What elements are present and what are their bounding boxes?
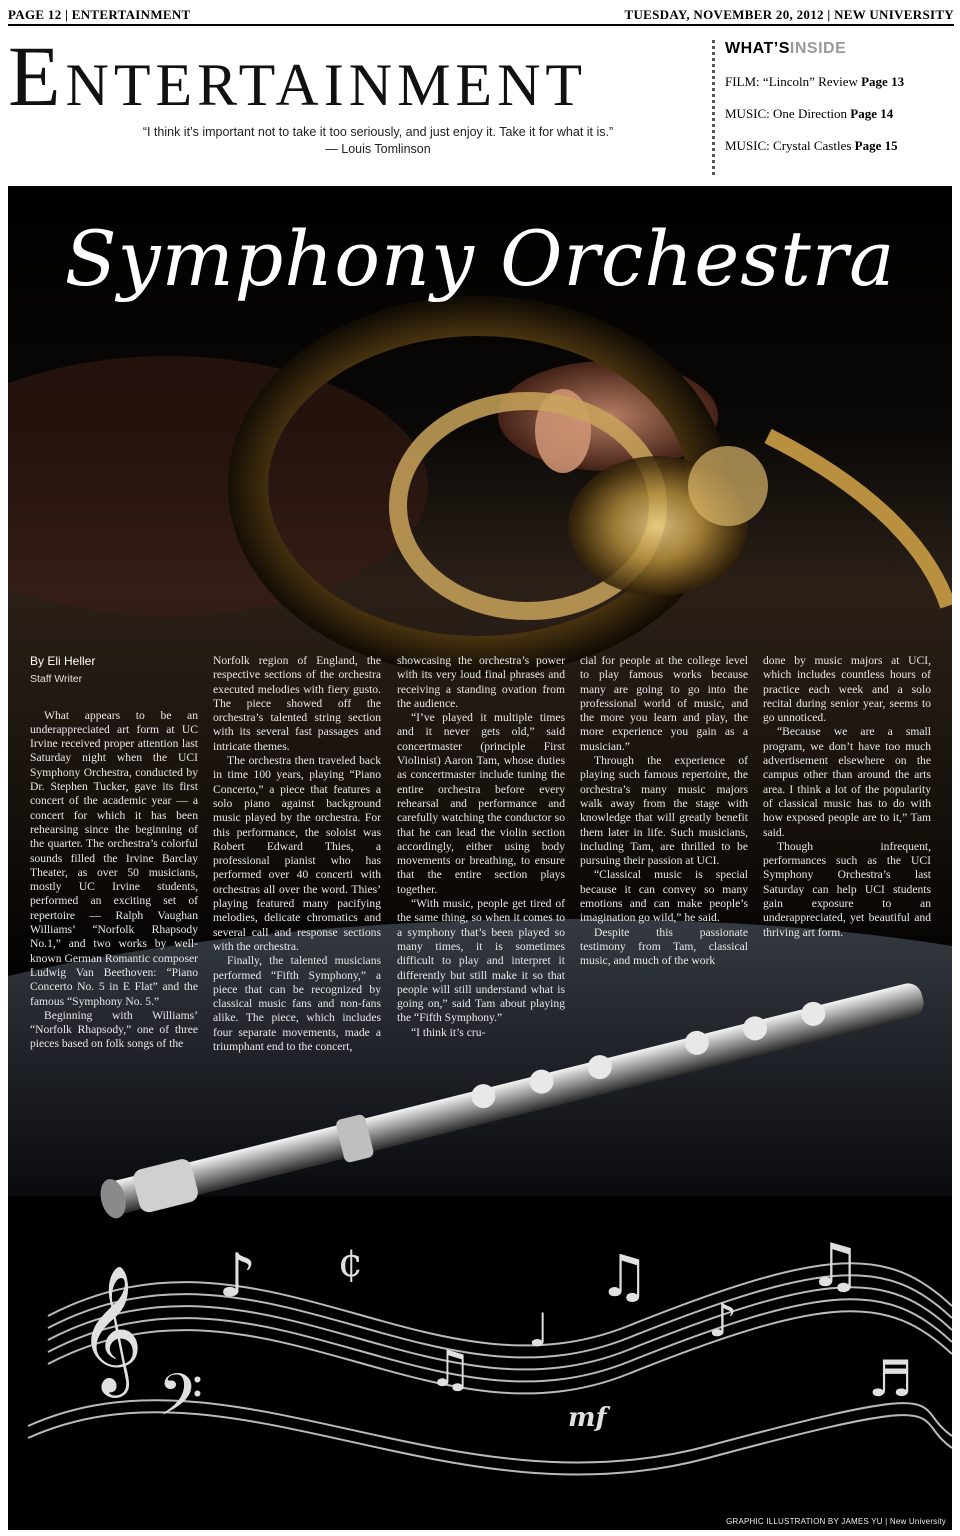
svg-text:♪: ♪ (708, 1293, 738, 1347)
svg-text:mf: mf (568, 1403, 607, 1433)
article-paragraph: “Classical music is special because it can convey so many emotions and can make people’s imagination go wild,” he said. (580, 868, 748, 925)
svg-text:¢: ¢ (338, 1240, 364, 1286)
article-paragraph: Through the experience of playing such famous repertoire, the orchestra’s many music majors walk away from the stage with knowledge that will greatly benefit them later in life. Such musicians, including Tam, are thrilled to be pursuing their passion at UCI. (580, 754, 748, 868)
whats-inside-item-page: Page 15 (854, 138, 898, 153)
quote-text: “I think it’s important not to take it too seriously, and just enjoy it. Take it for what it is.” (142, 125, 614, 139)
article-paragraph: cial for people at the college level to play famous works because many are going to go into the professional world of music, and the more you learn and play, the more experience you gain as a musician.” (580, 654, 748, 753)
svg-text:♬: ♬ (868, 1350, 913, 1408)
whats-inside-item-label: FILM: “Lincoln” Review (725, 74, 858, 89)
article-paragraph: What appears to be an underappreciated art form at UC Irvine received proper attention last Saturday night when the UCI Symphony Orchestra, conducted by Dr. Stephen Tucker, gave its first concert of the academic year — a concert for which it has been rehearsing since the beginning of the quarter. The orchestra’s colorful sounds filled the Irvine Barclay Theater, as over 50 musicians, mostly UC Irvine students, performed an exciting set of repertoire — Ralph Vaughan Williams’ “Norfolk Rhapsody No.1,” and two works by well-known German Romantic composer Ludwig Van Beethoven: “Piano Concerto No. 5 in E Flat” and the famous “Symphony No. 5.” (30, 708, 198, 1008)
byline-author: By Eli Heller (30, 654, 96, 668)
svg-text:𝄞: 𝄞 (78, 1264, 144, 1392)
section-title: Entertainment (8, 28, 588, 124)
whats-inside-item[interactable] (725, 138, 960, 154)
folio-right: TUESDAY, NOVEMBER 20, 2012 | NEW UNIVERSITY (624, 7, 954, 22)
whats-inside-title-a: WHAT’S (725, 40, 790, 57)
article-paragraph: Norfolk region of England, the respective sections of the orchestra executed melodies with fiery gusto. The piece showed off the orchestra’s talented string section with its several fast passages and intricate themes. (213, 654, 381, 753)
whats-inside-title-b: INSIDE (789, 40, 847, 57)
feature-story (8, 186, 952, 1530)
folio-left: PAGE 12 | ENTERTAINMENT (8, 7, 191, 22)
masthead (8, 26, 708, 184)
whats-inside-box (712, 40, 960, 175)
article-column (30, 654, 198, 1052)
article-paragraph: Beginning with Williams’ “Norfolk Rhapsody,” one of three pieces based on folk songs of the (30, 1008, 198, 1051)
svg-text:♫: ♫ (598, 1242, 650, 1310)
article-column (213, 654, 381, 1054)
article-paragraph: Though infrequent, performances such as the UCI Symphony Orchestra’s last Saturday can help UCI students gain exposure to an underappreciated, yet beautiful and thriving art form. (763, 839, 931, 939)
svg-text:♩: ♩ (528, 1303, 550, 1357)
article-paragraph: The orchestra then traveled back in time 100 years, playing “Piano Concerto,” a piece that features a solo piano against background music played by the orchestra. For this performance, the soloist was Robert Edward Thies, a professional pianist who has performed over 40 concerti with orchestras all over the word. Thies’ playing featured many pacifying melodies, delicate chromatics and several call and response sections with the orchestra. (213, 754, 381, 953)
article-column (397, 654, 565, 1040)
whats-inside-title (725, 40, 960, 58)
headline: Symphony Orchestra (64, 214, 896, 303)
whats-inside-item[interactable] (725, 106, 960, 122)
article-column (763, 654, 931, 940)
article-paragraph: done by music majors at UCI, which includes countless hours of practice each week and a solo recital during senior year, seems to go unnoticed. (763, 654, 931, 725)
article-paragraph: “I’ve played it multiple times and it never gets old,” said concertmaster (principle First Violinist) Aaron Tam, whose duties as concertmaster include tuning the entire orchestra before every rehearsal and performance and carefully watching the conductor so that he can lead the violin section accordingly, either using body movements or breathing, to ensure that the entire section plays together. (397, 711, 565, 896)
graphic-credit: GRAPHIC ILLUSTRATION BY JAMES YU | New University (726, 1517, 946, 1526)
whats-inside-item-page: Page 14 (850, 106, 894, 121)
whats-inside-item[interactable] (725, 74, 960, 90)
article-paragraph: Despite this passionate testimony from Tam, classical music, and much of the work (580, 925, 748, 968)
byline-role: Staff Writer (30, 673, 83, 686)
article-paragraph: “I think it’s cru- (411, 1025, 486, 1039)
svg-text:♪: ♪ (218, 1241, 257, 1311)
svg-text:♫: ♫ (808, 1231, 862, 1301)
svg-text:𝄢: 𝄢 (158, 1361, 204, 1443)
article-paragraph: “With music, people get tired of the same thing, so when it comes to a symphony that’s been played so many times, it is sometimes difficult to play and interpret it differently but still make it so that people will still understand what is going on,” said Tam about playing the “Fifth Symphony.” (397, 897, 565, 1025)
svg-text:♫: ♫ (428, 1340, 473, 1398)
article-column (580, 654, 748, 969)
whats-inside-item-page: Page 13 (861, 74, 905, 89)
page-folio (8, 6, 954, 26)
quote-attribution: — Louis Tomlinson (325, 142, 431, 156)
article-paragraph: “Because we are a small program, we don’t have too much advertisement elsewhere on the campus other than around the arts area. I think a lot of the popularity of classical music has to do with how exposed people are to it,” Tam said. (763, 725, 931, 839)
whats-inside-item-label: MUSIC: One Direction (725, 106, 848, 121)
article-paragraph: showcasing the orchestra’s power with its very loud final phrases and receiving a standing ovation from the audience. (397, 654, 565, 710)
whats-inside-item-label: MUSIC: Crystal Castles (725, 138, 852, 153)
article-paragraph: Finally, the talented musicians performed “Fifth Symphony,” a piece that can be recognized by classical music fans and non-fans alike. The piece, which includes four separate movements, made a triumphant end to the concert, (213, 954, 381, 1054)
pull-quote (48, 124, 708, 158)
